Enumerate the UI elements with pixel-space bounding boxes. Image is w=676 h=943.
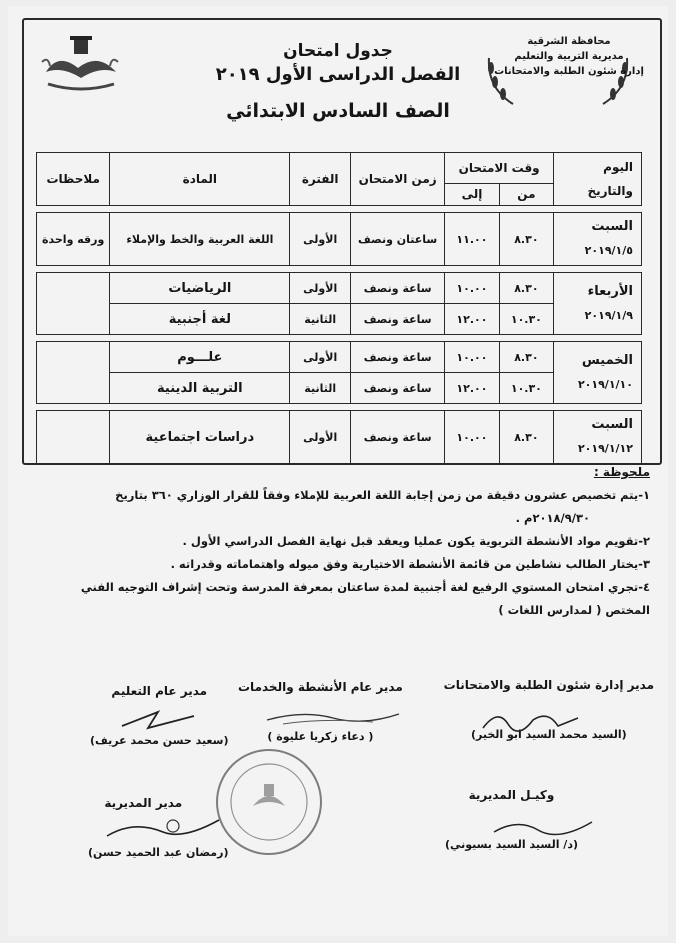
signature-role: مدير عام الأنشطة والخدمات bbox=[238, 680, 403, 694]
day-cell bbox=[554, 342, 642, 404]
day-name: السبت bbox=[591, 417, 633, 432]
header-to: إلى bbox=[445, 183, 499, 205]
header-from: من bbox=[499, 183, 553, 205]
header-subject: المادة bbox=[110, 153, 290, 206]
day-name: الأربعاء bbox=[587, 283, 633, 299]
time-from: ٨.٣٠ bbox=[499, 411, 553, 464]
table-row bbox=[37, 213, 642, 266]
day-name: السبت bbox=[591, 219, 633, 234]
header-duration: زمن الامتحان bbox=[351, 153, 445, 206]
ministry-header bbox=[494, 34, 644, 79]
day-date: ٢٠١٩/١/٩ bbox=[584, 308, 633, 322]
ministry-line: إدارة شئون الطلبة والامتحانات bbox=[494, 66, 644, 77]
table-row bbox=[37, 304, 642, 335]
note-line: ١-يتم تخصيص عشرون دقيقة من زمن إجابة اللغة العربية للإملاء وفقاً للقرار الوزاري ٣٦٠ بتاريخ bbox=[115, 488, 650, 502]
note-line: ٢٠١٨/٩/٣٠م . bbox=[515, 511, 590, 525]
header-notes: ملاحظات bbox=[37, 153, 110, 206]
time-to: ١٢.٠٠ bbox=[445, 373, 499, 404]
time-from: ١٠.٣٠ bbox=[499, 304, 553, 335]
ministry-line: مديرية التربية والتعليم bbox=[514, 51, 624, 62]
signature-name: (السيد محمد السيد ابو الخير) bbox=[470, 728, 627, 741]
header-exam-time: وقت الامتحان bbox=[445, 153, 554, 184]
note-line: ٣-يختار الطالب نشاطين من قائمة الأنشطة الاختيارية وفق ميوله واهتماماته وقدراته . bbox=[170, 557, 650, 571]
table-row bbox=[37, 373, 642, 404]
notes-label: ملحوظة : bbox=[593, 465, 650, 479]
eagle-emblem-icon bbox=[38, 32, 124, 96]
note bbox=[37, 342, 110, 404]
period: الأولى bbox=[290, 411, 351, 464]
term-title: الفصل الدراسى الأول ٢٠١٩ bbox=[215, 64, 461, 85]
time-to: ١١.٠٠ bbox=[445, 213, 499, 266]
note-line: ٤-تجري امتحان المستوي الرفيع لغة أجنبية لمدة ساعتان بمعرفة المدرسة وتحت إشراف التوجيه الفني bbox=[80, 580, 650, 594]
signature-role: مدير المديرية bbox=[104, 796, 183, 810]
header-day-date: اليوم والتاريخ bbox=[554, 153, 642, 206]
day-name: الخميس bbox=[581, 352, 633, 368]
day-date: ٢٠١٩/١/١٠ bbox=[577, 377, 633, 391]
signature-scribble-icon bbox=[118, 706, 198, 734]
signature-scribble-icon bbox=[263, 706, 403, 728]
subject: اللغة العربية والخط والإملاء bbox=[110, 213, 290, 266]
day-date: ٢٠١٩/١/٥ bbox=[584, 244, 633, 257]
table-row bbox=[37, 411, 642, 464]
table-row bbox=[37, 273, 642, 304]
period: الأولى bbox=[290, 273, 351, 304]
day-cell bbox=[554, 213, 642, 266]
day-date: ٢٠١٩/١/١٢ bbox=[577, 442, 633, 455]
time-to: ١٢.٠٠ bbox=[445, 304, 499, 335]
duration: ساعة ونصف bbox=[351, 373, 445, 404]
duration: ساعة ونصف bbox=[351, 342, 445, 373]
time-to: ١٠.٠٠ bbox=[445, 342, 499, 373]
day-cell bbox=[554, 273, 642, 335]
note bbox=[37, 273, 110, 335]
grade-title: الصف السادس الابتدائي bbox=[226, 100, 450, 122]
note bbox=[37, 411, 110, 464]
signature-name: ( دعاء زكريا عليوة ) bbox=[267, 730, 374, 743]
duration: ساعة ونصف bbox=[351, 273, 445, 304]
subject: لغة أجنبية bbox=[110, 304, 290, 335]
day-cell bbox=[554, 411, 642, 464]
signature-role: مدير إدارة شئون الطلبة والامتحانات bbox=[443, 678, 654, 692]
exam-schedule-document bbox=[8, 6, 668, 936]
time-from: ٨.٣٠ bbox=[499, 273, 553, 304]
exam-table bbox=[36, 152, 642, 464]
subject: الرياضيات bbox=[110, 273, 290, 304]
page-title: جدول امتحان bbox=[283, 41, 393, 61]
period: الأولى bbox=[290, 213, 351, 266]
signature-role: وكيـل المديرية bbox=[468, 788, 555, 802]
notes-section bbox=[38, 461, 650, 622]
subject: التربية الدينية bbox=[110, 373, 290, 404]
note: ورقه واحدة bbox=[37, 213, 110, 266]
ministry-line: محافظة الشرقية bbox=[527, 36, 611, 47]
header-period: الفترة bbox=[290, 153, 351, 206]
period: الثانية bbox=[290, 373, 351, 404]
time-from: ٨.٣٠ bbox=[499, 342, 553, 373]
note-line: ٢-تقويم مواد الأنشطة التربوية يكون عمليا ويعقد قبل نهاية الفصل الدراسي الأول . bbox=[182, 534, 650, 548]
official-stamp-icon bbox=[213, 746, 325, 858]
time-to: ١٠.٠٠ bbox=[445, 411, 499, 464]
table-row bbox=[37, 342, 642, 373]
time-from: ١٠.٣٠ bbox=[499, 373, 553, 404]
signature-role: مدير عام التعليم bbox=[111, 684, 208, 698]
duration: ساعة ونصف bbox=[351, 304, 445, 335]
time-from: ٨.٣٠ bbox=[499, 213, 553, 266]
signature-scribble-icon bbox=[103, 814, 223, 844]
title-block bbox=[168, 40, 508, 126]
signature-scribble-icon bbox=[488, 814, 598, 840]
signature-name: (د/ السيد السيد بسيوني) bbox=[444, 838, 578, 851]
signature-name: (رمضان عبد الحميد حسن) bbox=[88, 846, 229, 859]
signature-scribble-icon bbox=[478, 706, 588, 736]
duration: ساعتان ونصف bbox=[351, 213, 445, 266]
time-to: ١٠.٠٠ bbox=[445, 273, 499, 304]
note-line: المختص ( لمدارس اللغات ) bbox=[498, 603, 650, 617]
period: الأولى bbox=[290, 342, 351, 373]
subject: علـــوم bbox=[110, 342, 290, 373]
period: الثانية bbox=[290, 304, 351, 335]
subject: دراسات اجتماعية bbox=[110, 411, 290, 464]
signature-name: (سعيد حسن محمد عريف) bbox=[90, 734, 229, 747]
duration: ساعة ونصف bbox=[351, 411, 445, 464]
